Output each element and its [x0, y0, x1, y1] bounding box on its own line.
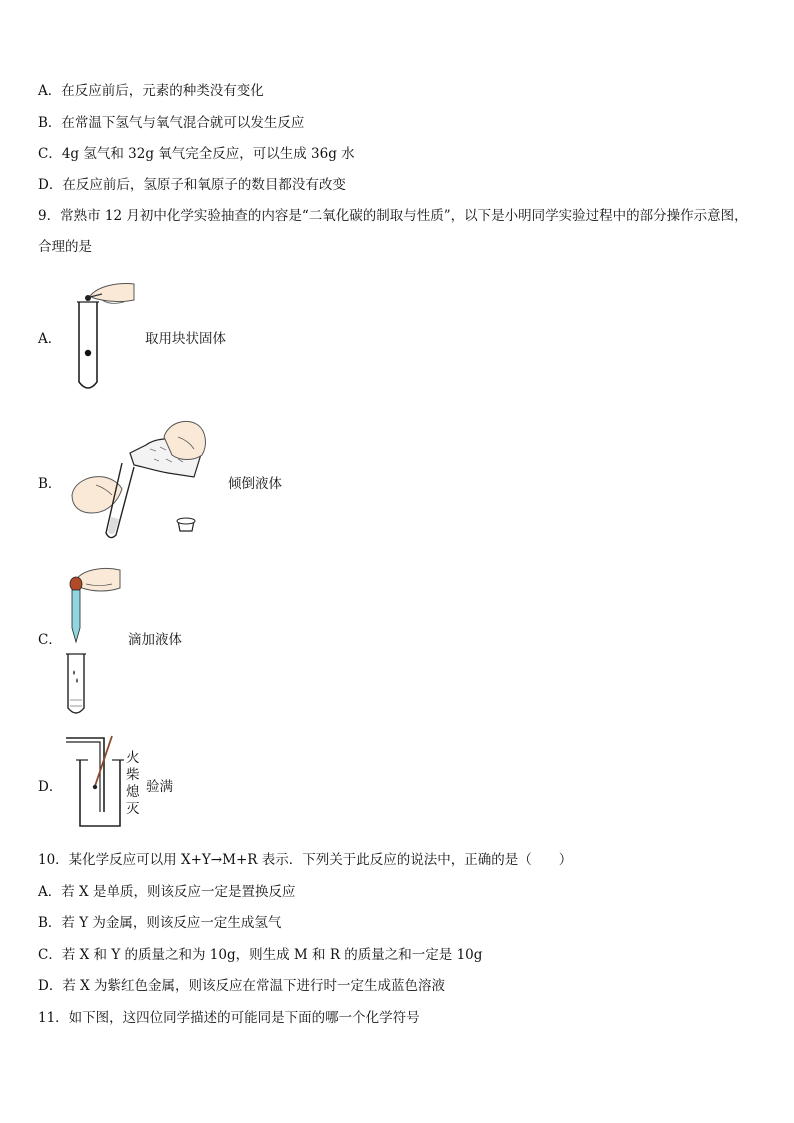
q9-d-match-extinguished-label: 火 柴 熄 灭 — [126, 750, 140, 817]
q9-stem-line1: 9．常熟市 12 月初中化学实验抽查的内容是“二氧化碳的制取与性质”，以下是小明同学实验过程中的部分操作示意图， — [38, 208, 748, 224]
q10-option-c: C．若 X 和 Y 的质量之和为 10g，则生成 M 和 R 的质量之和一定是 10g — [38, 947, 483, 963]
q8-option-b: B．在常温下氢气与氧气混合就可以发生反应 — [38, 115, 305, 131]
q8-option-a: A．在反应前后，元素的种类没有变化 — [38, 83, 264, 99]
q9-c-caption: 滴加液体 — [128, 632, 182, 648]
q9-d-caption: 验满 — [146, 779, 173, 795]
q8-option-d: D．在反应前后，氢原子和氧原子的数目都没有改变 — [38, 177, 346, 193]
q10-stem: 10．某化学反应可以用 X+Y→M+R 表示．下列关于此反应的说法中，正确的是（ ） — [38, 852, 573, 868]
q10-option-d: D．若 X 为紫红色金属，则该反应在常温下进行时一定生成蓝色溶液 — [38, 978, 446, 994]
q9-a-letter: A． — [38, 331, 62, 347]
dropper-illustration — [62, 566, 126, 718]
q9-c-letter: C． — [38, 632, 62, 648]
test-tube-solid-illustration — [68, 278, 140, 398]
q9-stem-line2: 合理的是 — [38, 239, 92, 255]
gas-bottle-match-illustration — [62, 730, 126, 830]
q9-a-caption: 取用块状固体 — [145, 331, 226, 347]
q10-option-a: A．若 X 是单质，则该反应一定是置换反应 — [38, 884, 296, 900]
q10-option-b: B．若 Y 为金属，则该反应一定生成氢气 — [38, 915, 282, 931]
q9-b-caption: 倾倒液体 — [228, 476, 282, 492]
q8-option-c: C．4g 氢气和 32g 氧气完全反应，可以生成 36g 水 — [38, 146, 355, 162]
q9-b-letter: B． — [38, 476, 62, 492]
pour-liquid-illustration — [68, 415, 218, 543]
q11-stem: 11．如下图，这四位同学描述的可能同是下面的哪一个化学符号 — [38, 1010, 420, 1026]
q9-d-letter: D． — [38, 779, 63, 795]
